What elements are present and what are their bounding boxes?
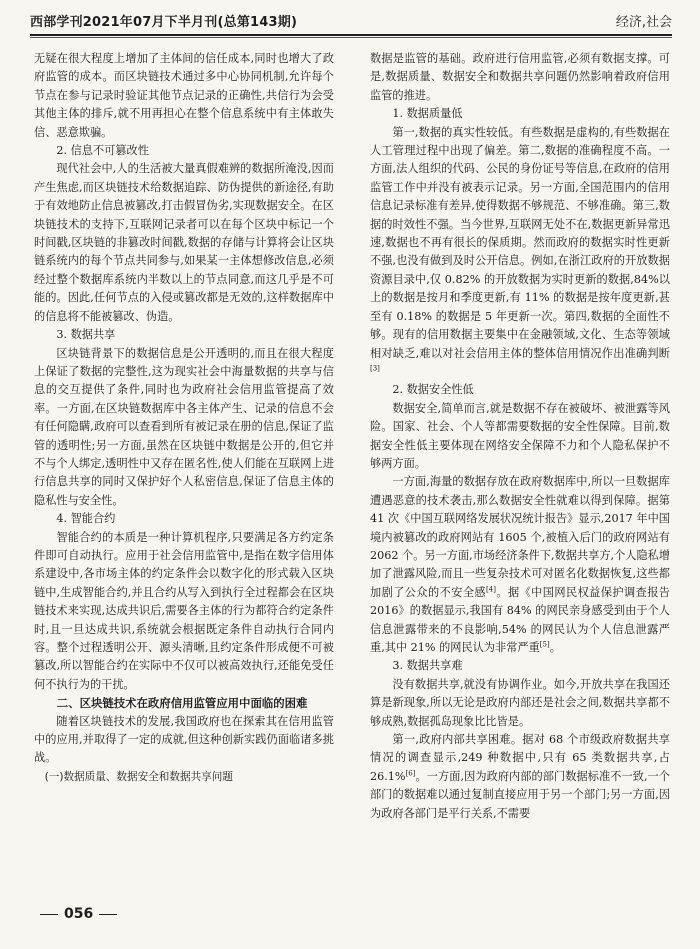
- page-number-text: 056: [64, 906, 94, 922]
- dash: [99, 914, 117, 915]
- paragraph: 数据安全,简单而言,就是数据不存在被破坏、被泄露等风险。国家、社会、个人等都需要数据的安全性保障。目前,数据安全性低主要体现在网络安全保障不力和个人隐私保护不够两方面。: [370, 401, 670, 470]
- subsection-heading: (一)数据质量、数据安全和数据共享问题: [44, 770, 233, 783]
- citation: [5]: [539, 640, 550, 649]
- citation: [3]: [370, 364, 380, 373]
- dash: [40, 914, 58, 915]
- paragraph: 区块链背景下的数据信息是公开透明的,而且在很大程度上保证了数据的完整性,这为现实社会中海量数据的共享与信息的交互提供了条件,同时也为政府社会信用监管提高了效率。一方面,在区块链数据库中各主体产生、记录的信息不会有任何隐瞒,政府可以查看到所有被记录在册的信息,保证了监管的透明性;另一方面,虽然在区块链中数据是公开的,但它并不与个人绑定,透明性中又存在匿名性,使人们能在互联网上进行信息共享的同时又保护好个人私密信息,保证了信息主体的隐私性与安全性。: [34, 346, 334, 507]
- header-rule: [30, 37, 672, 38]
- paragraph: 没有数据共享,就没有协调作业。如今,开放共享在我国还算是新现象,所以无论是政府内部还是社会之间,数据共享都不够成熟,数据孤岛现象比比皆是。: [370, 677, 670, 728]
- subheading: 4. 智能合约: [56, 512, 116, 526]
- citation: [4]: [486, 585, 496, 594]
- paragraph: 数据是监管的基础。政府进行信用监管,必须有数据支撑。可是,数据质量、数据安全和数据共享问题仍然影响着政府信用监管的推进。: [370, 52, 670, 102]
- left-column: [34, 50, 334, 786]
- subheading: 3. 数据共享: [56, 328, 116, 342]
- paragraph-text: 。据《中国网民权益保护调查报告 2016》的数据显示,我国有 84% 的网民亲身感受到由于个人信息泄露带来的不良影响,54% 的网民认为个人信息泄露严重,其中 21% 的网民认为非常严重: [370, 585, 670, 654]
- subheading: 1. 数据质量低: [392, 107, 463, 121]
- citation: [6]: [405, 769, 416, 778]
- paragraph-text: 。: [549, 641, 561, 654]
- subheading: 2. 数据安全性低: [392, 383, 474, 397]
- paragraph-text: 。一方面,因为政府内部的部门数据标准不一致,一个部门的数据难以通过复制直接应用于另一个部门;另一方面,因为政府各部门是平行关系,不需要: [370, 769, 670, 820]
- running-header: [30, 8, 672, 36]
- section-name: 经济,社会: [615, 15, 672, 30]
- right-column: [370, 50, 670, 823]
- subheading: 3. 数据共享难: [392, 659, 463, 673]
- paragraph: 智能合约的本质是一种计算机程序,只要满足各方约定条件即可自动执行。应用于社会信用监管中,是指在数字信用体系建设中,各市场主体的约定条件会以数字化的形式载入区块链中,生成智能合约,并且合约从写入到执行全过程都会在区块链技术来实现,达成共识后,需要各主体的行为都符合约定条件时,且一旦达成共识,系统就会根据既定条件自动执行合同内容。整个过程透明公开、源头清晰,且约定条件形成便不可被篡改,所以智能合约在实际中不仅可以被高效执行,还能免受任何不执行为的干扰。: [34, 530, 334, 691]
- subheading: 2. 信息不可篡改性: [56, 144, 149, 158]
- paragraph: 随着区块链技术的发展,我国政府也在探索其在信用监管中的应用,并取得了一定的成就,但这种创新实践仍面临诸多挑战。: [34, 714, 334, 765]
- paragraph-text: 第一,数据的真实性较低。有些数据是虚构的,有些数据在人工管理过程中出现了偏差。第二,数据的准确程度不高。一方面,法人组织的代码、公民的身份证号等信息,在政府的信用监管工作中并没有被表示记录。另一方面,全国范围内的信用信息记录标准有差异,使得数据不够规范、不够准确。第三,数据的时效性不强。当今世界,互联网无处不在,数据更新异常迅速,数据也不再有很长的保质期。然而政府的数据实时性更新不强,也没有做到及时公开信息。例如,在浙江政府的开放数据资源目录中,仅 0.82% 的开放数据为实时更新的数据,84%以上的数据是按月和季度更新,有 11% 的数据是按年度更新,甚至有 0.18% 的数据是 5 年更新一次。第四,数据的全面性不够。现有的信用数据主要集中在金融领域,文化、生态等领域相对缺乏,难以对社会信用主体的整体信用情况作出准确判断: [370, 125, 670, 360]
- paragraph: [370, 473, 670, 657]
- section-heading: 二、区块链技术在政府信用监管应用中面临的困难: [56, 696, 308, 711]
- paragraph: 现代社会中,人的生活被大量真假难辨的数据所淹没,因而产生焦虑,而区块链技术给数据追踪、防伪提供的新途径,有助于有效地防止信息被篡改,打击假冒伪劣,实现数据安全。在区块链技术的支持下,互联网记录者可以在每个区块中标记一个时间戳,区块链的非篡改时间戳,数据的存储与计算将会让区块链系统内的每个节点共同参与,如果某一主体想修改信息,必须经过整个数据库系统内半数以上的节点同意,而这几乎是不可能的。因此,任何节点的入侵或篡改都是无效的,这样数据库中的信息将不能被篡改、伪造。: [34, 162, 334, 323]
- paragraph: 无疑在很大程度上增加了主体间的信任成本,同时也增大了政府监管的成本。而区块链技术通过多中心协同机制,允许每个节点在参与记录时验证其他节点记录的正确性,共信行为会受其他主体的排斥,就不用再担心在整个信息系统中有主体敢失信、恶意欺骗。: [34, 52, 334, 139]
- paragraph-text: 第一,政府内部共享困难。据对 68 个市级政府数据共享情况的调查显示,249 种数据中,只有 65 类数据共享,占 26.1%: [370, 733, 670, 783]
- page-number: [34, 906, 123, 922]
- paragraph: [370, 124, 670, 382]
- journal-issue: 西部学刊2021年07月下半月刊(总第143期): [30, 15, 298, 30]
- paragraph-text: 一方面,海量的数据存放在政府数据库中,所以一旦数据库遭遇恶意的技术袭击,那么数据安全性就难以得到保障。据第 41 次《中国互联网络发展状况统计报告》显示,2017 年中国境内被篡改的政府网站有 1605 个,被植入后门的政府网站有 2062 个。另一方面,市场经济条件下,数据共享方,个人隐私增加了泄露风险,而且一些复杂技术可对匿名化数据恢复,这些都加剧了公众的不安全感: [370, 475, 671, 599]
- paragraph: [370, 731, 670, 823]
